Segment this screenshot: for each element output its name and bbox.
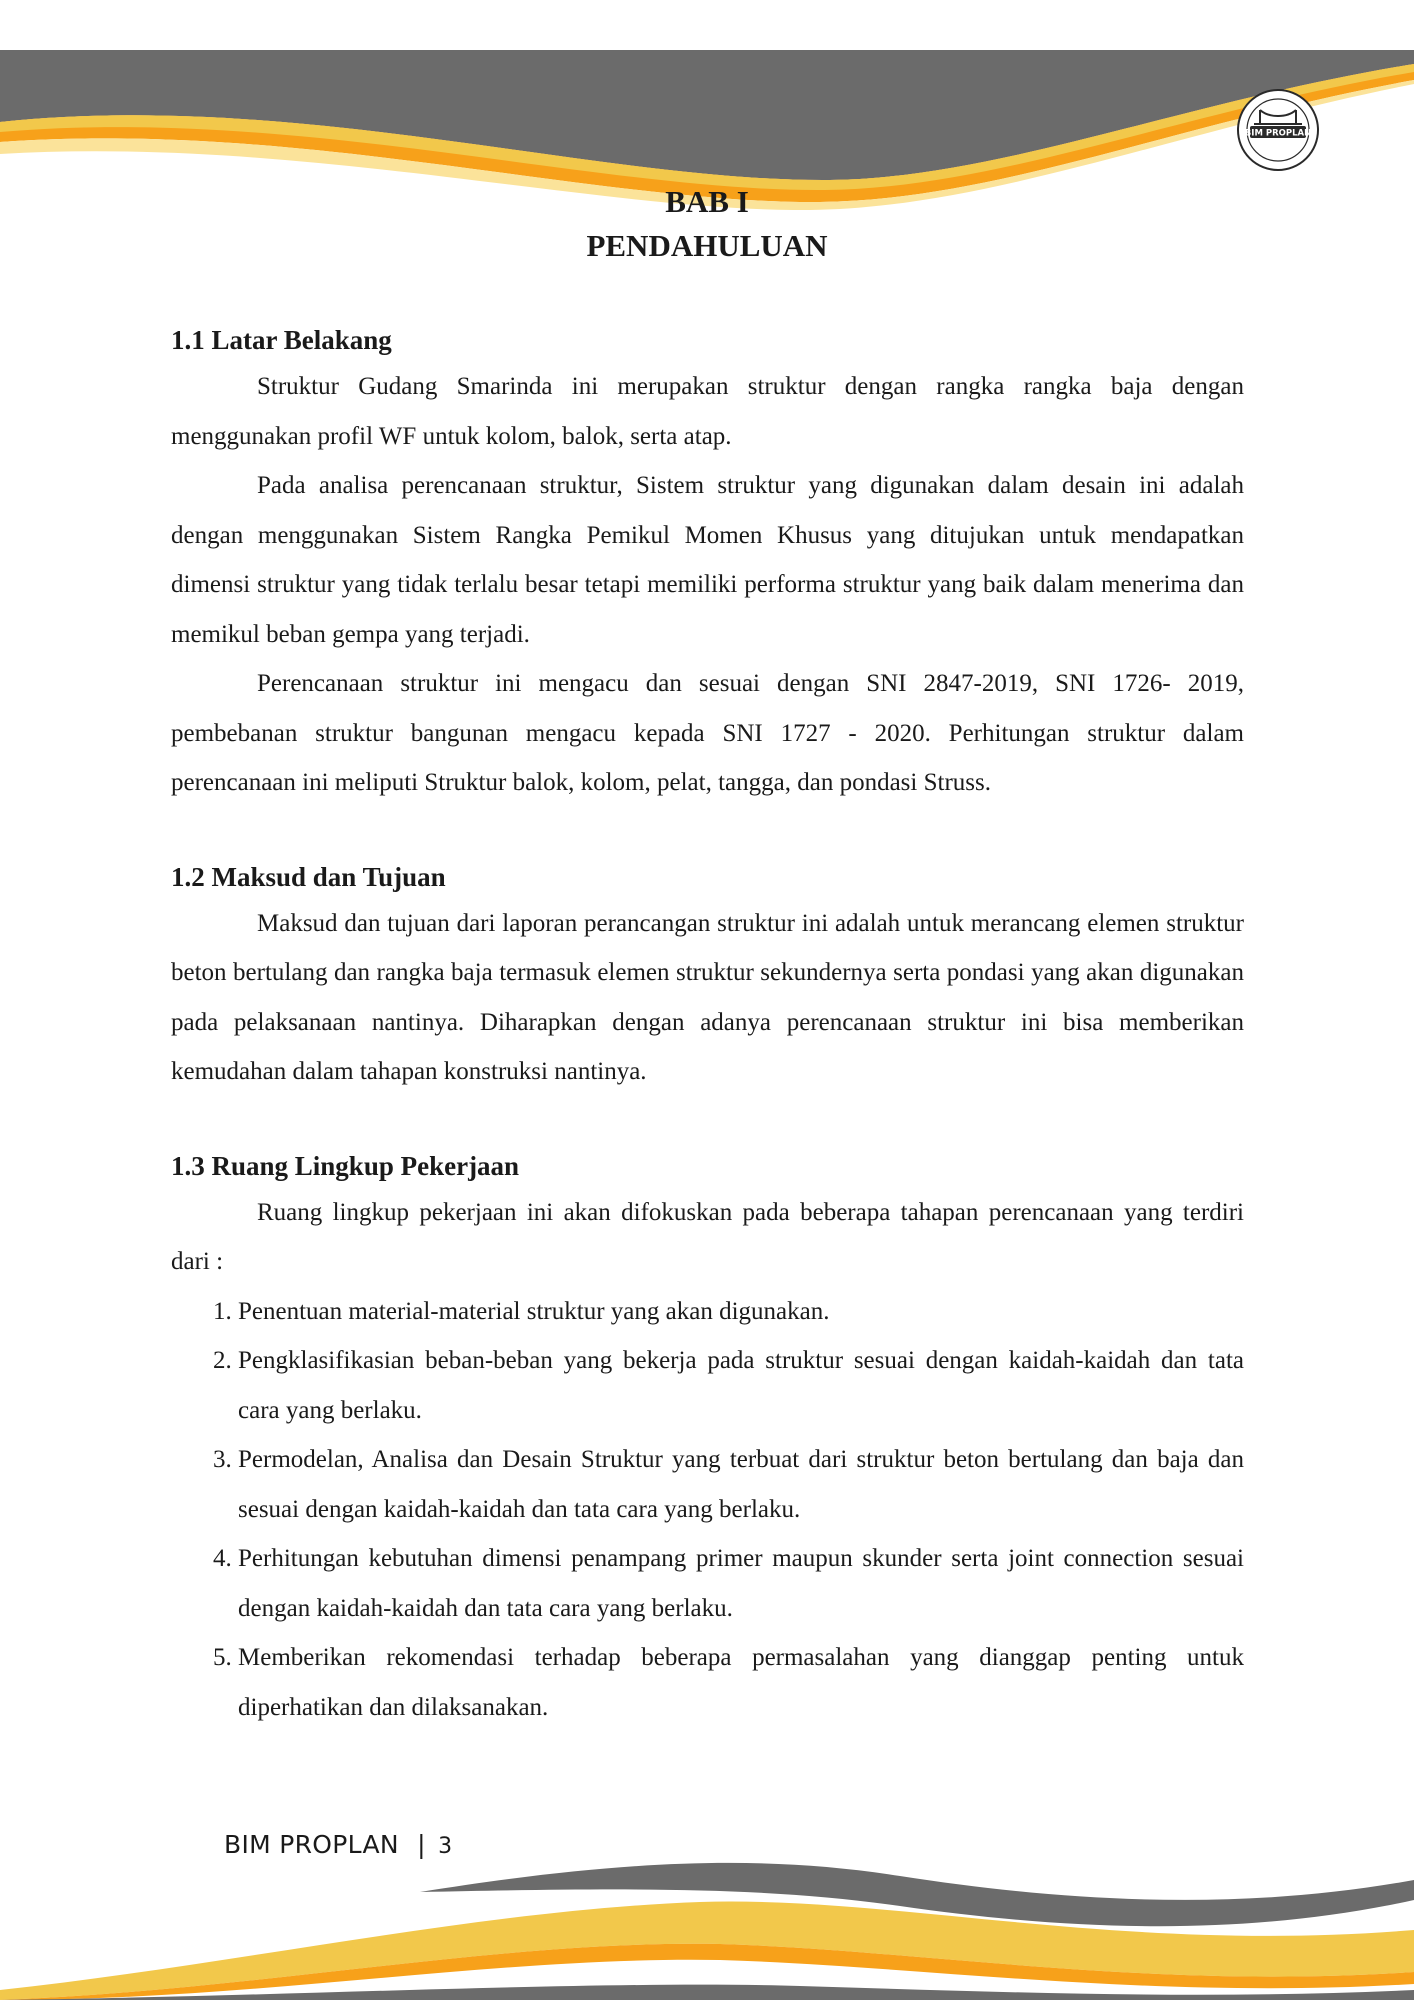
page-number: 3 bbox=[438, 1834, 453, 1859]
paragraph: Maksud dan tujuan dari laporan perancangan struktur ini adalah untuk merancang elemen struktur beton bertulang dan rangka baja termasuk elemen struktur sekundernya serta pondasi yang akan digunakan pada pelaksanaan nantinya. Diharapkan dengan adanya perencanaan struktur ini bisa memberikan kemudahan dalam tahapan konstruksi nantinya. bbox=[171, 909, 1244, 1085]
section-heading: 1.1 Latar Belakang bbox=[171, 325, 392, 355]
logo-text: BIM PROPLAN bbox=[1244, 128, 1312, 139]
list-item: 1. Penentuan material-material struktur yang akan digunakan. bbox=[238, 1287, 1244, 1337]
paragraph: Perencanaan struktur ini mengacu dan sesuai dengan SNI 2847-2019, SNI 1726- 2019, pembebanan struktur bangunan mengacu kepada SNI 1727 - 2020. Perhitungan struktur dalam perencanaan ini meliputi Struktur balok, kolom, pelat, tangga, dan pondasi Struss. bbox=[171, 670, 1244, 796]
section-maksud-tujuan bbox=[171, 855, 1244, 1097]
list-item: 5. Memberikan rekomendasi terhadap beberapa permasalahan yang dianggap penting untuk diperhatikan dan dilaksanakan. bbox=[238, 1633, 1244, 1732]
footer-wave-banner bbox=[0, 1840, 1414, 2000]
list-item: 4. Perhitungan kebutuhan dimensi penampang primer maupun skunder serta joint connection sesuai dengan kaidah-kaidah dan tata cara yang berlaku. bbox=[238, 1534, 1244, 1633]
scope-list bbox=[171, 1287, 1244, 1733]
chapter-number: BAB I bbox=[665, 184, 749, 219]
section-heading: 1.3 Ruang Lingkup Pekerjaan bbox=[171, 1150, 520, 1181]
section-ruang-lingkup bbox=[171, 1144, 1244, 1733]
paragraph: Struktur Gudang Smarinda ini merupakan struktur dengan rangka rangka baja dengan menggunakan profil WF untuk kolom, balok, serta atap. bbox=[171, 373, 1244, 450]
list-item: 2. Pengklasifikasian beban-beban yang bekerja pada struktur sesuai dengan kaidah-kaidah dan tata cara yang berlaku. bbox=[238, 1336, 1244, 1435]
list-item: 3. Permodelan, Analisa dan Desain Struktur yang terbuat dari struktur beton bertulang dan baja dan sesuai dengan kaidah-kaidah dan tata cara yang berlaku. bbox=[238, 1435, 1244, 1534]
document-body bbox=[171, 318, 1244, 1732]
footer-brand: BIM PROPLAN bbox=[224, 1830, 399, 1859]
paragraph: Ruang lingkup pekerjaan ini akan difokuskan pada beberapa tahapan perencanaan yang terdiri dari : bbox=[171, 1198, 1244, 1275]
section-latar-belakang bbox=[171, 318, 1244, 808]
chapter-title: PENDAHULUAN bbox=[586, 228, 828, 263]
bim-proplan-bridge-seal-icon bbox=[1236, 88, 1320, 172]
footer-separator: | bbox=[417, 1830, 426, 1859]
bim-proplan-logo bbox=[1236, 88, 1320, 172]
section-heading: 1.2 Maksud dan Tujuan bbox=[171, 861, 446, 892]
paragraph: Pada analisa perencanaan struktur, Sistem struktur yang digunakan dalam desain ini adalah dengan menggunakan Sistem Rangka Pemikul Momen Khusus yang ditujukan untuk mendapatkan dimensi struktur yang tidak terlalu besar tetapi memiliki performa struktur yang baik dalam menerima dan memikul beban gempa yang terjadi. bbox=[171, 472, 1244, 648]
